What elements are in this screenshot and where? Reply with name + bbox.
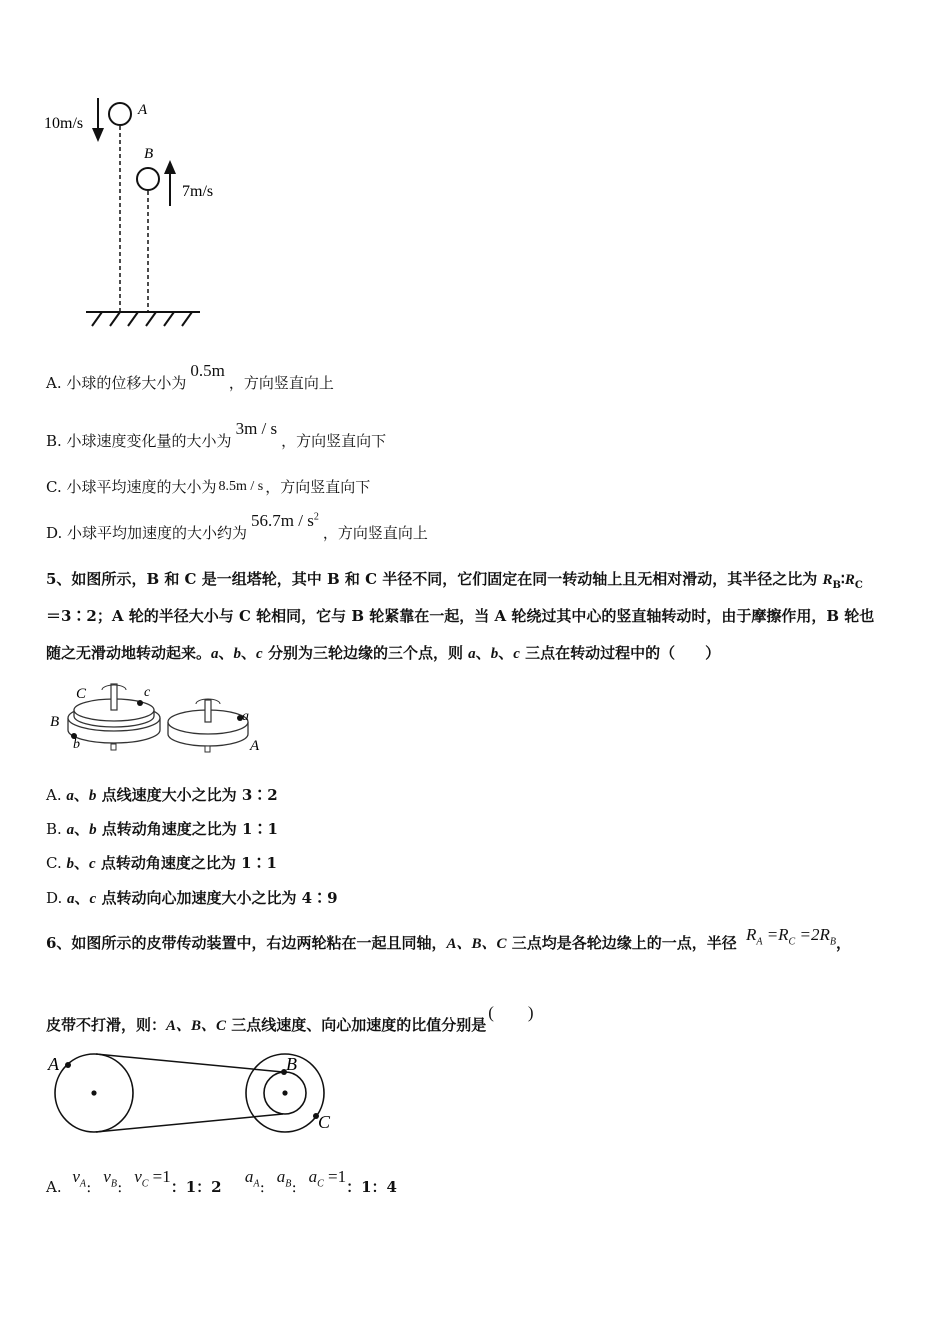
q5-opt-a-var2: b — [88, 788, 97, 804]
q6-line1-text: 6、如图所示的皮带传动装置中，右边两轮粘在一起且同轴， — [46, 934, 447, 952]
q4-option-c-value: 8.5m / s — [218, 479, 264, 494]
q5-line3-c: 三点在转动过程中的（ ） — [519, 644, 721, 662]
q5-stem-line3 — [46, 642, 720, 663]
q5-opt-b-var2: b — [89, 822, 97, 838]
point-c — [137, 700, 143, 706]
q6-vars: A、B、C — [446, 936, 507, 952]
q6-formula-sub-a: A — [756, 936, 763, 948]
q5-opt-b-sep: 、 — [74, 820, 90, 838]
q5-sep1-2: 、 — [475, 644, 491, 662]
q6-line2-text: 皮带不打滑，则： — [46, 1016, 167, 1034]
q5-opt-c-prefix: C. — [46, 854, 67, 872]
q5-sep2: 、 — [241, 644, 257, 662]
q6-opt-a-colon1: ： — [86, 1181, 99, 1195]
q6-opt-a-a1-sub: A — [253, 1178, 260, 1190]
q6-opt-a-v2-sub: B — [110, 1178, 117, 1190]
q5-var-c-2: c — [513, 646, 520, 662]
q4-option-a — [46, 361, 334, 393]
q5-sep1: 、 — [218, 644, 234, 662]
q6-comma: ， — [835, 934, 851, 952]
q5-opt-c-text: 点转动角速度之比为 1∶1 — [95, 854, 277, 872]
q5-line1-text: 5、如图所示，B 和 C 是一组塔轮，其中 B 和 C 半径不同，它们固定在同一转动轴上且无相对滑动，其半径之比为 — [46, 570, 823, 588]
q6-vars-2: A、B、C — [166, 1018, 227, 1034]
q4-option-c-suffix: ，方向竖直向下 — [265, 478, 371, 496]
q4-option-d-suffix: ，方向竖直向上 — [322, 524, 428, 542]
label-c: c — [144, 685, 151, 700]
q6-line1-b: 三点均是各轮边缘上的一点，半径 — [506, 934, 737, 952]
q5-rc: R — [844, 572, 855, 588]
label-B: B — [50, 714, 60, 730]
q4-option-b-value: 3m / s — [235, 419, 278, 438]
q6-opt-a-a2-sub: B — [285, 1178, 292, 1190]
q4-option-a-prefix: A. 小球的位移大小为 — [46, 374, 187, 392]
q6-opt-a-v3-sub: C — [141, 1178, 149, 1190]
q5-rb: R — [822, 572, 833, 588]
q5-rc-sub: C — [854, 580, 863, 591]
q6-opt-a-v3: v — [134, 1167, 142, 1186]
q6-formula-sub-b: B — [829, 936, 836, 948]
q5-opt-d-text: 点转动向心加速度大小之比为 4∶9 — [96, 889, 338, 907]
q5-rb-sub: B — [832, 580, 841, 591]
figure-balls — [40, 90, 240, 335]
q4-option-c — [46, 476, 370, 497]
q5-opt-a-prefix: A. — [46, 786, 67, 804]
q4-option-b-prefix: B. 小球速度变化量的大小为 — [46, 432, 232, 450]
q6-stem-line1 — [46, 925, 851, 955]
q4-option-b-suffix: ，方向竖直向下 — [281, 432, 387, 450]
q6-opt-a-prefix: A. — [46, 1178, 67, 1196]
ball-b-label: B — [144, 146, 154, 162]
q6-opt-a-a2: a — [276, 1167, 286, 1186]
q6-opt-a-eq1: =1 — [148, 1167, 171, 1186]
q5-opt-b-text: 点转动角速度之比为 1∶1 — [96, 820, 278, 838]
q5-var-a-2: a — [468, 646, 476, 662]
q6-formula — [745, 925, 836, 948]
q4-option-d — [46, 511, 428, 543]
q4-option-b — [46, 419, 387, 451]
q5-sep2-2: 、 — [498, 644, 514, 662]
q5-option-a — [46, 784, 278, 805]
q6-opt-a-a3: a — [308, 1167, 318, 1186]
label-A: A — [250, 738, 260, 754]
q5-opt-c-var2: c — [89, 856, 96, 872]
ball-b — [137, 168, 159, 190]
q6-paren: ( ) — [488, 1003, 534, 1022]
q5-var-c: c — [256, 646, 263, 662]
q6-formula-sub-c: C — [788, 936, 796, 948]
q6-opt-a-v1-sub: A — [79, 1178, 87, 1190]
ball-a — [109, 103, 131, 125]
q6-opt-a-colon3: ： — [259, 1181, 272, 1195]
q4-option-d-exp: 2 — [313, 511, 319, 523]
figure-belt-drive — [44, 1048, 344, 1148]
q6-formula-eq1: =R — [762, 925, 789, 944]
ball-a-label: A — [138, 102, 148, 118]
q4-option-d-value: 56.7m / s — [251, 511, 314, 530]
q5-var-b: b — [233, 646, 242, 662]
q6-opt-a-tail1: ：1：2 — [170, 1178, 222, 1196]
label-b: b — [73, 737, 80, 752]
label-A: A — [48, 1054, 59, 1074]
q5-opt-c-sep: 、 — [73, 854, 89, 872]
q6-opt-a-eq2: =1 — [323, 1167, 347, 1186]
q6-formula-r: R — [745, 925, 757, 944]
q5-opt-a-sep: 、 — [73, 786, 89, 804]
q6-opt-a-colon4: ： — [291, 1181, 304, 1195]
q5-opt-b-var1: a — [66, 822, 75, 838]
q5-ratio-sep: ∶ — [840, 570, 845, 588]
q5-opt-d-var2: c — [89, 891, 97, 907]
label-C: C — [318, 1112, 331, 1132]
q5-line3-a: 随之无滑动地转动起来。 — [46, 644, 212, 662]
q4-option-d-prefix: D. 小球平均加速度的大小约为 — [46, 524, 248, 542]
q6-opt-a-a1: a — [244, 1167, 254, 1186]
q5-opt-b-prefix: B. — [46, 820, 67, 838]
label-a: a — [242, 709, 249, 724]
q6-line2-b: 三点线速度、向心加速度的比值分别是 — [226, 1016, 487, 1034]
q4-option-a-suffix: ，方向竖直向上 — [228, 374, 334, 392]
q6-option-a — [46, 1167, 397, 1199]
q5-option-c — [46, 852, 277, 873]
q5-line3-b: 分别为三轮边缘的三个点，则 — [262, 644, 469, 662]
q6-opt-a-colon2: ： — [116, 1181, 129, 1195]
q5-var-b-2: b — [490, 646, 499, 662]
label-C: C — [76, 686, 87, 702]
q5-opt-d-prefix: D. — [46, 889, 68, 907]
speed-b-label: 7m/s — [182, 183, 214, 200]
q5-opt-a-text: 点线速度大小之比为 3∶2 — [96, 786, 278, 804]
label-B: B — [286, 1054, 297, 1074]
q6-stem-line2 — [46, 1003, 534, 1035]
q5-opt-a-var1: a — [66, 788, 74, 804]
q6-opt-a-a3-sub: C — [317, 1178, 324, 1190]
q5-stem-line2: ＝3∶2；A 轮的半径大小与 C 轮相同，它与 B 轮紧靠在一起，当 A 轮绕过其中心的竖直轴转动时，由于摩擦作用，B 轮也 — [46, 607, 875, 625]
point-A — [65, 1062, 71, 1068]
q5-opt-c-var1: b — [66, 856, 74, 872]
q6-formula-eq2: =2R — [795, 925, 830, 944]
q5-opt-d-var1: a — [67, 891, 75, 907]
q4-option-a-value: 0.5m — [190, 361, 225, 380]
q4-option-c-prefix: C. 小球平均速度的大小为 — [46, 478, 217, 496]
speed-a-label: 10m/s — [44, 115, 84, 132]
q5-stem-line1 — [46, 568, 863, 591]
q5-opt-d-sep: 、 — [74, 889, 90, 907]
q6-opt-a-tail2: ：1：4 — [346, 1178, 397, 1196]
q6-opt-a-v2: v — [103, 1167, 111, 1186]
q5-option-d — [46, 887, 338, 908]
q6-opt-a-v1: v — [72, 1167, 80, 1186]
figure-tower-wheels — [44, 678, 274, 763]
q5-option-b — [46, 818, 278, 839]
q5-var-a: a — [211, 646, 219, 662]
